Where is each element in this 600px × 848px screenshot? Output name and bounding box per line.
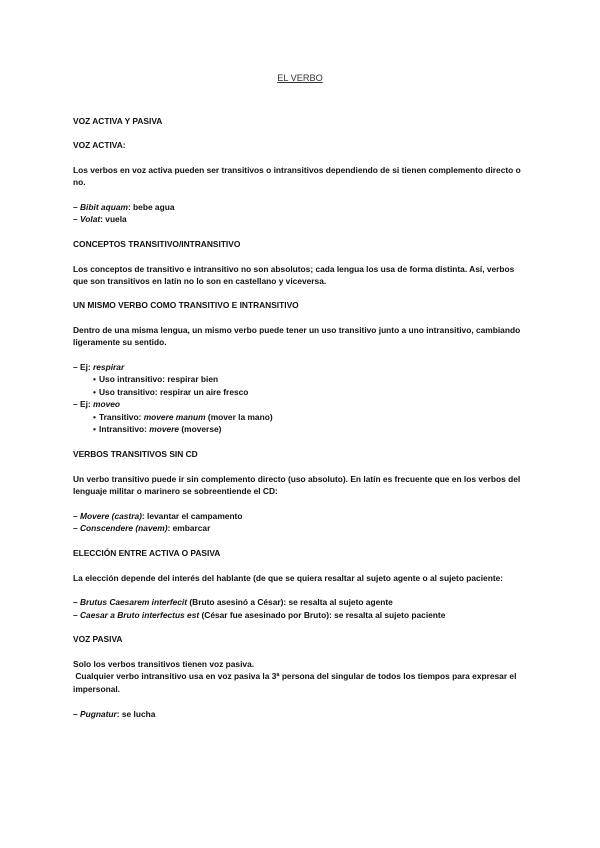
- bullet-item: [93, 411, 553, 423]
- paragraph-line: Dentro de una misma lengua, un mismo verbo puede tener un uso transitivo junto a uno intransitivo, cambiando: [73, 325, 521, 335]
- paragraph-line: que son transitivos en latín no lo son en castellano y viceversa.: [73, 276, 327, 286]
- dash: –: [73, 709, 80, 719]
- example-item: [73, 596, 533, 608]
- dash: –: [73, 511, 80, 521]
- section-heading: UN MISMO VERBO COMO TRANSITIVO E INTRANSITIVO: [73, 300, 299, 310]
- section-heading: ELECCIÓN ENTRE ACTIVA O PASIVA: [73, 548, 221, 558]
- example-item: [73, 609, 533, 621]
- bullet-text: Transitivo:: [99, 412, 144, 422]
- example-label: – Ej:: [73, 362, 94, 372]
- dash: –: [73, 523, 80, 533]
- bullet-text: Uso intransitivo: respirar bien: [99, 374, 219, 384]
- example-item: [73, 510, 533, 522]
- latin-term: Pugnatur: [80, 709, 117, 719]
- dash: –: [73, 610, 80, 620]
- translation: : levantar el campamento: [141, 511, 243, 521]
- bullet-text: (moverse): [179, 424, 222, 434]
- bullet-icon: •: [93, 374, 96, 384]
- paragraph-line: ligeramente su sentido.: [73, 337, 167, 347]
- example-item: [73, 361, 533, 373]
- example-verb: respirar: [93, 362, 125, 372]
- paragraph-line: no.: [73, 177, 86, 187]
- bullet-item: [93, 373, 553, 385]
- latin-term: Brutus Caesarem interfecit: [80, 597, 188, 607]
- example-item: [73, 398, 533, 410]
- paragraph-line: Los verbos en voz activa pueden ser transitivos o intransitivos dependiendo de si tienen complemento directo o: [73, 165, 521, 175]
- example-label: – Ej:: [73, 399, 94, 409]
- dash: –: [73, 597, 80, 607]
- page-title: EL VERBO: [277, 73, 323, 83]
- bullet-text: Uso transitivo: respirar un aire fresco: [99, 387, 249, 397]
- paragraph-line: impersonal.: [73, 684, 121, 694]
- paragraph-line: Los conceptos de transitivo e intransitivo no son absolutos; cada lengua los usa de forma distinta. Así, verbos: [73, 264, 515, 274]
- section-heading: VOZ ACTIVA Y PASIVA: [73, 116, 163, 126]
- bullet-icon: •: [93, 387, 96, 397]
- example-item: [73, 708, 533, 720]
- latin-term: movere manum: [143, 412, 206, 422]
- translation: : bebe agua: [127, 202, 175, 212]
- latin-term: Caesar a Bruto interfectus est: [80, 610, 200, 620]
- bullet-text: (mover la mano): [205, 412, 273, 422]
- bullet-item: [93, 423, 553, 435]
- paragraph-line: La elección depende del interés del hablante (de que se quiera resaltar al sujeto agente o al sujeto paciente:: [73, 573, 504, 583]
- latin-term: Conscendere (navem): [80, 523, 168, 533]
- section-heading: VERBOS TRANSITIVOS SIN CD: [73, 449, 198, 459]
- latin-term: Movere (castra): [80, 511, 142, 521]
- translation: : embarcar: [167, 523, 211, 533]
- latin-term: Volat: [80, 214, 101, 224]
- translation: (César fue asesinado por Bruto): se resalta al sujeto paciente: [199, 610, 446, 620]
- translation: : se lucha: [116, 709, 156, 719]
- example-verb: moveo: [93, 399, 121, 409]
- dash: –: [73, 214, 80, 224]
- paragraph-line: Cualquier verbo intransitivo usa en voz pasiva la 3ª persona del singular de todos los tiempos para expresar el: [73, 671, 517, 681]
- subheading: VOZ ACTIVA:: [73, 140, 126, 150]
- paragraph-line: lenguaje militar o marinero se sobreentiende el CD:: [73, 486, 278, 496]
- translation: (Bruto asesinó a César): se resalta al sujeto agente: [187, 597, 393, 607]
- bullet-text: Intransitivo:: [99, 424, 150, 434]
- bullet-icon: •: [93, 412, 96, 422]
- translation: : vuela: [100, 214, 127, 224]
- example-item: [73, 201, 533, 213]
- bullet-icon: •: [93, 424, 96, 434]
- latin-term: movere: [149, 424, 180, 434]
- dash: –: [73, 202, 80, 212]
- example-item: [73, 213, 533, 225]
- bullet-item: [93, 386, 553, 398]
- paragraph-line: Solo los verbos transitivos tienen voz pasiva.: [73, 659, 255, 669]
- latin-term: Bibit aquam: [80, 202, 128, 212]
- section-heading: CONCEPTOS TRANSITIVO/INTRANSITIVO: [73, 239, 241, 249]
- example-item: [73, 522, 533, 534]
- section-heading: VOZ PASIVA: [73, 634, 123, 644]
- paragraph-line: Un verbo transitivo puede ir sin complemento directo (uso absoluto). En latín es frecuente que en los verbos del: [73, 474, 521, 484]
